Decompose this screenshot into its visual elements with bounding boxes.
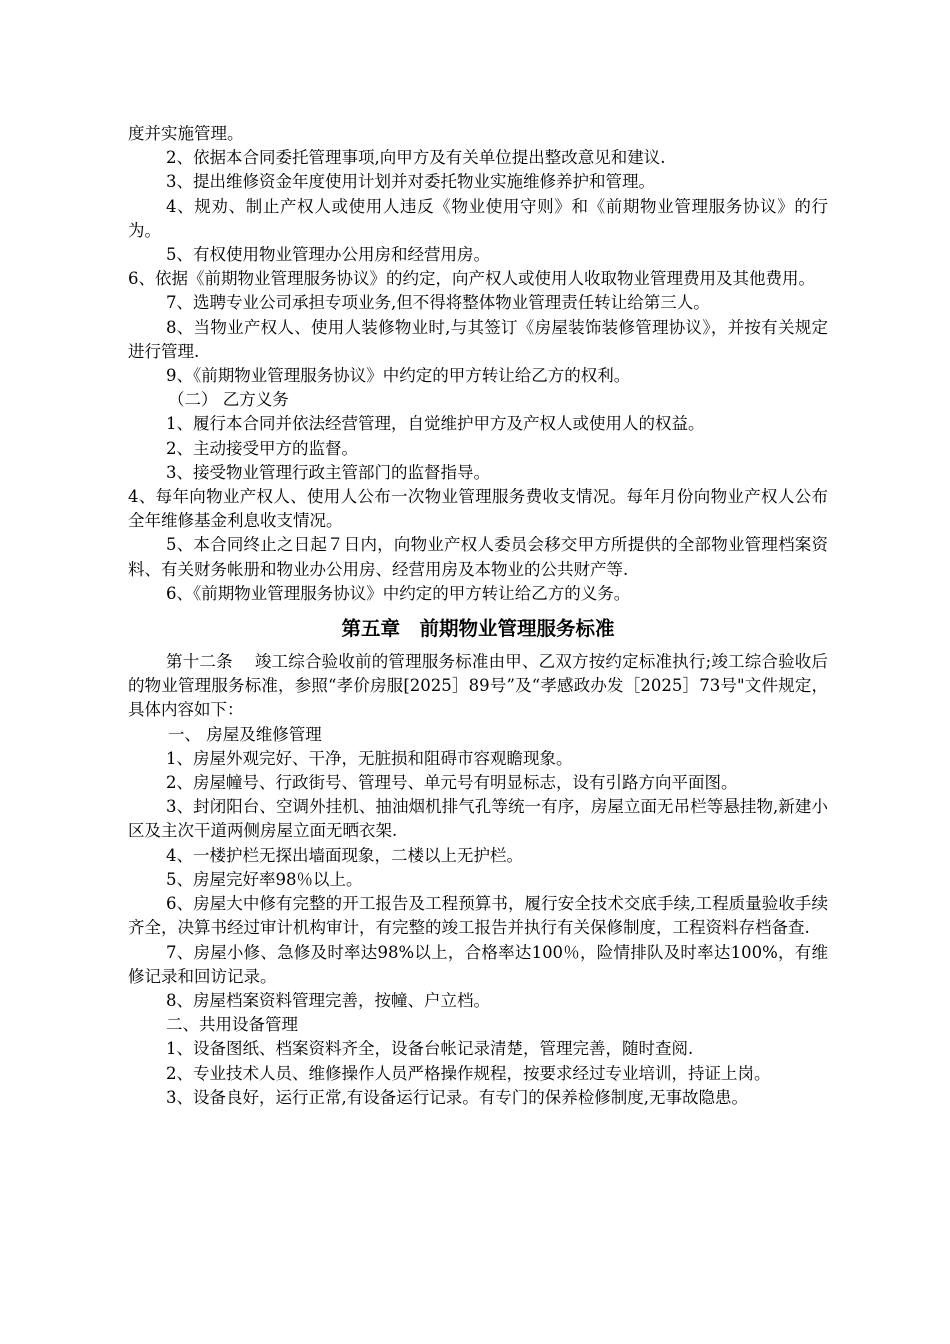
paragraph: 5、房屋完好率98％以上。 (166, 869, 363, 889)
paragraph: 3、提出维修资金年度使用计划并对委托物业实施维修养护和管理。 (166, 172, 655, 192)
paragraph: 5、本合同终止之日起７日内，向物业产权人委员会移交甲方所提供的全部物业管理档案资料、有关财务帐册和物业办公用房、经营用房及本物业的公共财产等. (128, 535, 828, 579)
section-party-rights-duties (128, 122, 828, 606)
paragraph: 4、每年向物业产权人、使用人公布一次物业管理服务费收支情况。每年月份向物业产权人公布全年维修基金利息收支情况。 (128, 487, 828, 531)
paragraph: 8、房屋档案资料管理完善，按幢、户立档。 (166, 990, 490, 1010)
paragraph: 6、房屋大中修有完整的开工报告及工程预算书，履行安全技术交底手续,工程质量验收手续齐全，决算书经过审计机构审计，有完整的竣工报告并执行有关保修制度，工程资料存档备查. (128, 894, 828, 938)
paragraph: 2、专业技术人员、维修操作人员严格操作规程，按要求经过专业培训，持证上岗。 (166, 1063, 771, 1083)
paragraph: 度并实施管理。 (128, 124, 244, 143)
document-page (128, 122, 828, 1110)
chapter-title: 第五章 前期物业管理服务标准 (341, 617, 615, 641)
subsection-heading: 一、 房屋及维修管理 (168, 724, 322, 744)
paragraph: 3、接受物业管理行政主管部门的监督指导。 (166, 462, 490, 482)
paragraph: 7、选聘专业公司承担专项业务,但不得将整体物业管理责任转让给第三人。 (166, 293, 710, 313)
paragraph: 4、一楼护栏无探出墙面现象，二楼以上无护栏。 (166, 845, 523, 865)
paragraph: 6、《前期物业管理服务协议》中约定的甲方转让给乙方的义务。 (166, 583, 631, 603)
paragraph: 4、规劝、制止产权人或使用人违反《物业使用守则》和《前期物业管理服务协议》的行为。 (128, 196, 828, 240)
paragraph: 7、房屋小修、急修及时率达98%以上，合格率达100％，险情排队及时率达100%，有维修记录和回访记录。 (128, 942, 828, 986)
paragraph: 2、依据本合同委托管理事项,向甲方及有关单位提出整改意见和建议. (166, 148, 666, 168)
paragraph: 3、设备良好，运行正常,有设备运行记录。有专门的保养检修制度,无事故隐患。 (166, 1087, 748, 1107)
paragraph: 1、房屋外观完好、干净，无脏损和阻碍市容观瞻现象。 (166, 748, 573, 768)
paragraph: 3、封闭阳台、空调外挂机、抽油烟机排气孔等统一有序，房屋立面无吊栏等悬挂物,新建小区及主次干道两侧房屋立面无晒衣架. (128, 797, 828, 841)
paragraph: 1、履行本合同并依法经营管理，自觉维护甲方及产权人或使用人的权益。 (166, 414, 705, 434)
section-service-standards (128, 650, 828, 1110)
paragraph: 5、有权使用物业管理办公用房和经营用房。 (166, 245, 490, 265)
paragraph: 2、主动接受甲方的监督。 (166, 438, 358, 458)
paragraph: 2、房屋幢号、行政街号、管理号、单元号有明显标志，设有引路方向平面图。 (166, 773, 738, 793)
subsection-heading: 二、共用设备管理 (166, 1015, 298, 1035)
paragraph: 1、设备图纸、档案资料齐全，设备台帐记录清楚，管理完善，随时查阅. (166, 1039, 694, 1059)
paragraph: 6、依据《前期物业管理服务协议》的约定，向产权人或使用人收取物业管理费用及其他费用。 (128, 269, 815, 289)
paragraph: 9、《前期物业管理服务协议》中约定的甲方转让给乙方的权利。 (166, 366, 631, 386)
paragraph: 8、当物业产权人、使用人装修物业时,与其签订《房屋装饰装修管理协议》，并按有关规定进行管理. (128, 317, 828, 361)
article-paragraph: 第十二条 竣工综合验收前的管理服务标准由甲、乙双方按约定标准执行;竣工综合验收后的物业管理服务标准，参照“孝价房服[2025］89号”及“孝感政办发［2025］73号"文件规定，具体内容如下： (128, 652, 828, 720)
subsection-heading: （二） 乙方义务 (168, 390, 289, 410)
